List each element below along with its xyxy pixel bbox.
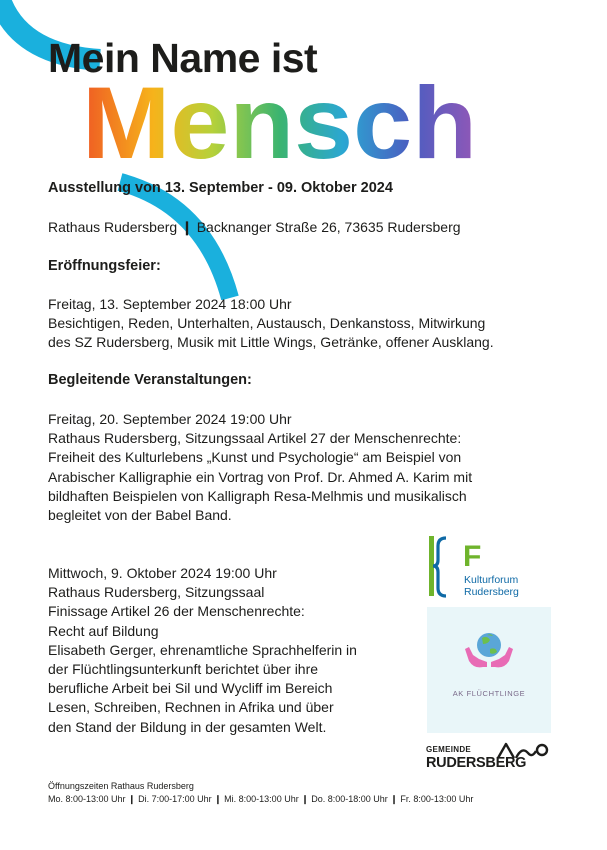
text-line: Arabischer Kalligraphie ein Vortrag von Prof. Dr. Ahmed A. Karim mit: [48, 468, 473, 485]
opening-hours: Mo. 8:00-13:00 Uhr ❙ Di. 7:00-17:00 Uhr ❙ Mi. 8:00-13:00 Uhr ❙ Do. 8:00-18:00 Uhr ❙ Fr. 8:00-13:00 Uhr: [48, 794, 474, 804]
hands-globe-icon: [427, 607, 551, 687]
rudersberg-label: RUDERSBERG: [426, 755, 527, 771]
logo-text-line-2: Rudersberg: [464, 586, 519, 598]
title-mensch: [82, 72, 502, 164]
logo-letter: F: [463, 540, 482, 573]
title-line-1: Mein Name ist: [48, 35, 318, 81]
text-line: Recht auf Bildung: [48, 622, 159, 639]
event-1: [48, 410, 472, 525]
text-line: Freitag, 20. September 2024 19:00 Uhr: [48, 411, 292, 427]
text-line: begleitet von der Babel Band.: [48, 507, 232, 524]
text-line: Finissage Artikel 26 der Menschenrechte:: [48, 603, 305, 620]
location: Rathaus Rudersberg ❙ Backnanger Straße 26, 73635 Rudersberg: [48, 219, 461, 235]
logo-text-line-1: Kulturforum: [464, 574, 519, 586]
text-line: Rathaus Rudersberg, Sitzungssaal Artikel 27 der Menschenrechte:: [48, 430, 462, 447]
events-heading: Begleitende Veranstaltungen:: [48, 372, 252, 388]
event-2: [48, 564, 357, 737]
text-line: Rathaus Rudersberg, Sitzungssaal: [48, 584, 265, 601]
exhibition-dates: Ausstellung von 13. September - 09. Oktober 2024: [48, 180, 393, 196]
text-line: Freiheit des Kulturlebens „Kunst und Psychologie“ am Beispiel von: [48, 449, 462, 466]
logo-brace: [433, 538, 446, 596]
text-line: den Stand der Bildung in der gesamten Welt.: [48, 718, 327, 735]
footer-title: Öffnungszeiten Rathaus Rudersberg: [48, 781, 194, 791]
kulturforum-logo: [428, 536, 540, 598]
text-line: des SZ Rudersberg, Musik mit Little Wings, Getränke, offener Ausklang.: [48, 334, 494, 351]
text-line: Besichtigen, Reden, Unterhalten, Austausch, Denkanstoss, Mitwirkung: [48, 315, 486, 332]
gemeinde-label: GEMEINDE: [426, 745, 472, 754]
text-line: der Flüchtlingsunterkunft berichtet über ihre: [48, 661, 319, 678]
opening-heading: Eröffnungsfeier:: [48, 258, 161, 274]
text-line: berufliche Arbeit bei Sil und Wycliff im Bereich: [48, 680, 333, 697]
footer: [48, 780, 473, 806]
text-line: Elisabeth Gerger, ehrenamtliche Sprachhelferin in: [48, 641, 357, 658]
text-line: bildhaften Beispielen von Kalligraph Resa-Melhmis und musikalisch: [48, 487, 467, 504]
ak-logo-label: AK FLÜCHTLINGE: [452, 689, 526, 698]
opening-details: [48, 295, 494, 353]
ak-fluechtlinge-logo: [427, 607, 551, 733]
text-line: Mittwoch, 9. Oktober 2024 19:00 Uhr: [48, 565, 277, 581]
text-line: Lesen, Schreiben, Rechnen in Afrika und über: [48, 699, 334, 716]
gemeinde-symbol-icon: [496, 741, 550, 761]
text-line: Freitag, 13. September 2024 18:00 Uhr: [48, 296, 292, 312]
gemeinde-rudersberg-logo: [426, 741, 550, 775]
title-line-2: Mensch: [82, 72, 477, 164]
